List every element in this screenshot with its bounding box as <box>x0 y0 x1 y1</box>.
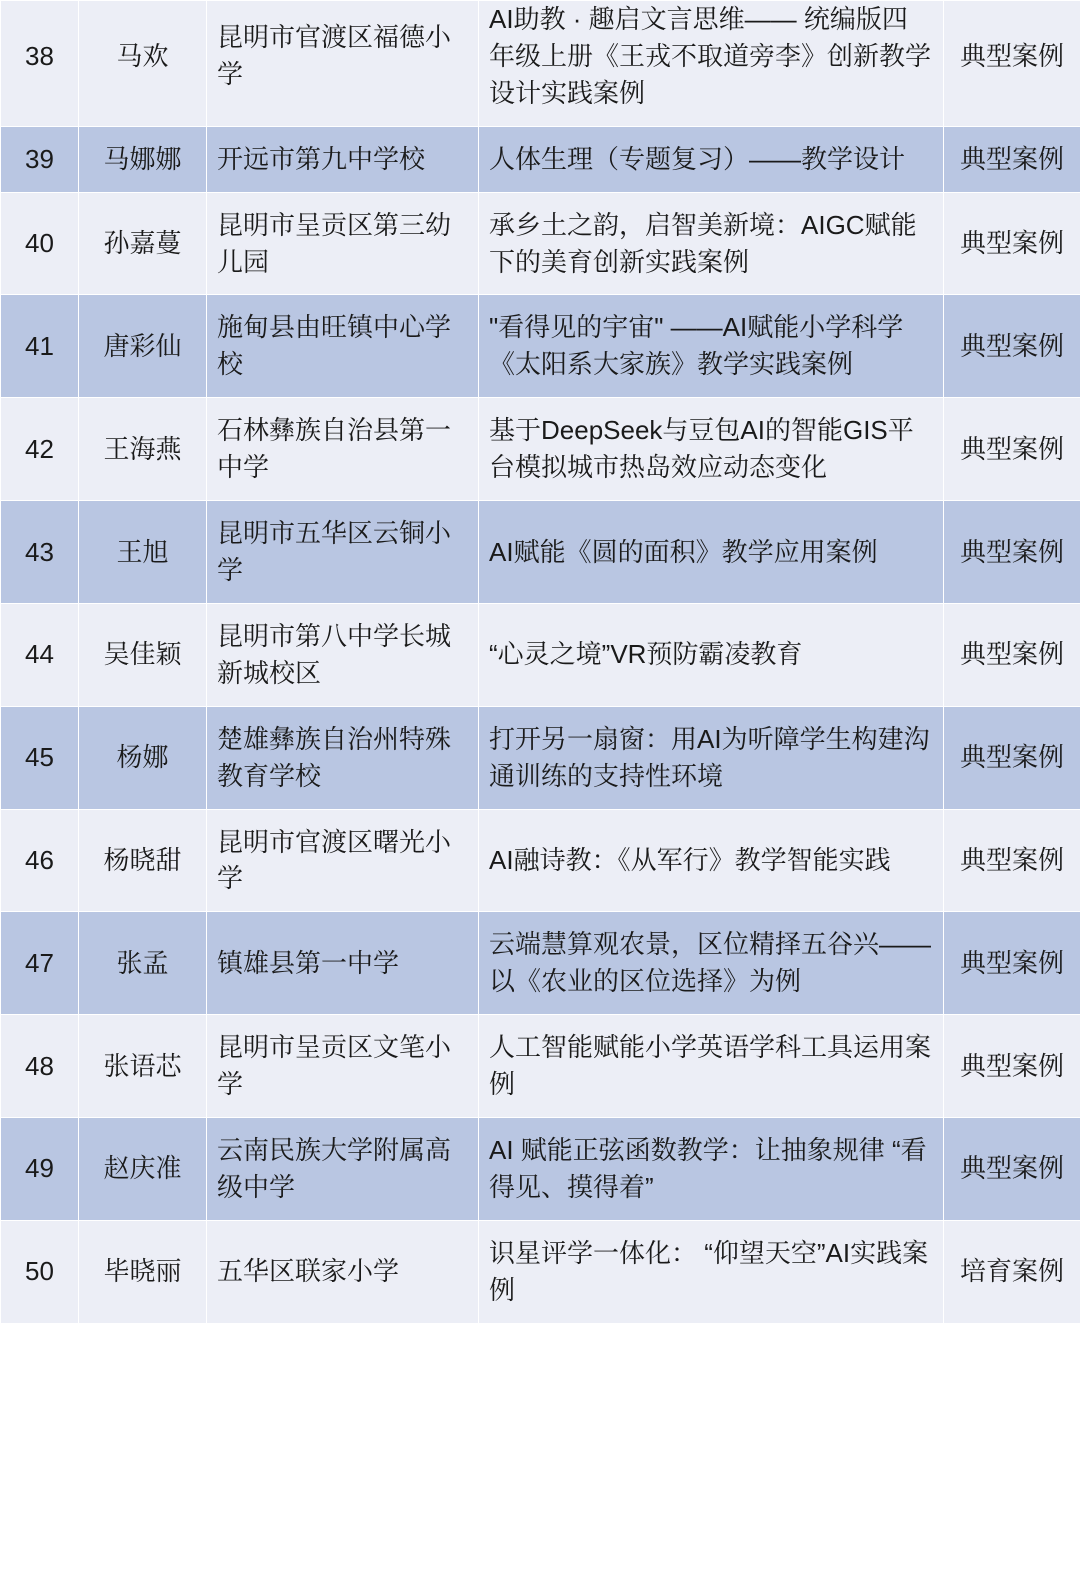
row-school: 施甸县由旺镇中心学校 <box>207 295 479 398</box>
row-person-name: 马娜娜 <box>79 126 207 192</box>
row-case-title: AI 赋能正弦函数教学：让抽象规律 “看得见、摸得着” <box>479 1117 944 1220</box>
row-school: 楚雄彝族自治州特殊教育学校 <box>207 706 479 809</box>
row-person-name: 王海燕 <box>79 398 207 501</box>
row-school: 昆明市第八中学长城新城校区 <box>207 603 479 706</box>
row-person-name: 张孟 <box>79 912 207 1015</box>
row-case-type: 培育案例 <box>944 1220 1080 1323</box>
row-person-name: 孙嘉蔓 <box>79 192 207 295</box>
row-school: 昆明市呈贡区文笔小学 <box>207 1015 479 1118</box>
row-person-name: 杨娜 <box>79 706 207 809</box>
row-number: 42 <box>1 398 79 501</box>
table-row <box>1 1015 1080 1118</box>
row-case-title: 云端慧算观农景，区位精择五谷兴——以《农业的区位选择》为例 <box>479 912 944 1015</box>
row-school: 昆明市官渡区曙光小学 <box>207 809 479 912</box>
row-number: 41 <box>1 295 79 398</box>
row-case-type: 典型案例 <box>944 912 1080 1015</box>
row-case-title: "看得见的宇宙" ——AI赋能小学科学《太阳系大家族》教学实践案例 <box>479 295 944 398</box>
table-row <box>1 809 1080 912</box>
row-case-title: AI赋能《圆的面积》教学应用案例 <box>479 501 944 604</box>
row-person-name: 杨晓甜 <box>79 809 207 912</box>
row-school: 开远市第九中学校 <box>207 126 479 192</box>
row-person-name: 王旭 <box>79 501 207 604</box>
row-case-title: “心灵之境”VR预防霸凌教育 <box>479 603 944 706</box>
row-case-title: 人体生理（专题复习）——教学设计 <box>479 126 944 192</box>
row-number: 45 <box>1 706 79 809</box>
table-row <box>1 126 1080 192</box>
row-case-type: 典型案例 <box>944 1015 1080 1118</box>
row-school: 昆明市五华区云铜小学 <box>207 501 479 604</box>
table-row <box>1 603 1080 706</box>
row-number: 48 <box>1 1015 79 1118</box>
table-row <box>1 912 1080 1015</box>
row-school: 昆明市官渡区福德小学 <box>207 1 479 127</box>
row-school: 石林彝族自治县第一中学 <box>207 398 479 501</box>
table-body <box>1 1 1080 1324</box>
row-case-title: 基于DeepSeek与豆包AI的智能GIS平台模拟城市热岛效应动态变化 <box>479 398 944 501</box>
row-case-type: 典型案例 <box>944 501 1080 604</box>
row-person-name: 唐彩仙 <box>79 295 207 398</box>
table-row <box>1 706 1080 809</box>
row-school: 昆明市呈贡区第三幼儿园 <box>207 192 479 295</box>
row-school: 云南民族大学附属高级中学 <box>207 1117 479 1220</box>
table-row <box>1 192 1080 295</box>
row-person-name: 马欢 <box>79 1 207 127</box>
row-case-title: AI助教 · 趣启文言思维—— 统编版四年级上册《王戎不取道旁李》创新教学设计实践案例 <box>479 1 944 127</box>
table-row <box>1 1 1080 127</box>
row-case-type: 典型案例 <box>944 1 1080 127</box>
row-number: 44 <box>1 603 79 706</box>
row-case-type: 典型案例 <box>944 192 1080 295</box>
row-number: 39 <box>1 126 79 192</box>
row-case-title: 人工智能赋能小学英语学科工具运用案例 <box>479 1015 944 1118</box>
row-case-type: 典型案例 <box>944 809 1080 912</box>
row-case-title: AI融诗教：《从军行》教学智能实践 <box>479 809 944 912</box>
row-number: 50 <box>1 1220 79 1323</box>
row-person-name: 吴佳颖 <box>79 603 207 706</box>
row-case-type: 典型案例 <box>944 603 1080 706</box>
row-number: 49 <box>1 1117 79 1220</box>
table-row <box>1 1220 1080 1323</box>
row-case-type: 典型案例 <box>944 706 1080 809</box>
row-person-name: 毕晓丽 <box>79 1220 207 1323</box>
row-number: 38 <box>1 1 79 127</box>
row-person-name: 赵庆准 <box>79 1117 207 1220</box>
row-person-name: 张语芯 <box>79 1015 207 1118</box>
row-case-title: 打开另一扇窗：用AI为听障学生构建沟通训练的支持性环境 <box>479 706 944 809</box>
row-school: 五华区联家小学 <box>207 1220 479 1323</box>
row-case-type: 典型案例 <box>944 398 1080 501</box>
table-row <box>1 501 1080 604</box>
table-row <box>1 1117 1080 1220</box>
row-case-title: 识星评学一体化： “仰望天空”AI实践案例 <box>479 1220 944 1323</box>
row-case-type: 典型案例 <box>944 126 1080 192</box>
row-case-type: 典型案例 <box>944 1117 1080 1220</box>
table-row <box>1 398 1080 501</box>
row-number: 40 <box>1 192 79 295</box>
row-case-type: 典型案例 <box>944 295 1080 398</box>
row-number: 46 <box>1 809 79 912</box>
row-number: 43 <box>1 501 79 604</box>
table-row <box>1 295 1080 398</box>
row-case-title: 承乡土之韵，启智美新境：AIGC赋能下的美育创新实践案例 <box>479 192 944 295</box>
row-number: 47 <box>1 912 79 1015</box>
row-school: 镇雄县第一中学 <box>207 912 479 1015</box>
